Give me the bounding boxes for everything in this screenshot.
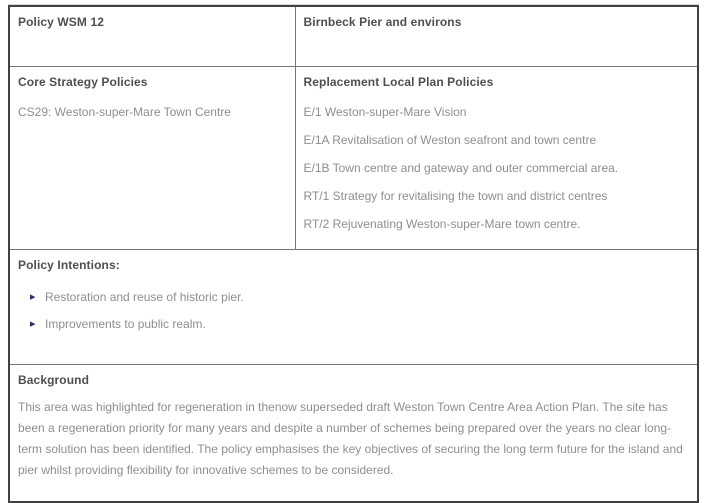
core-strategy-policies-heading: Core Strategy Policies	[18, 74, 148, 89]
replacement-policy-item: RT/1 Strategy for revitalising the town and district centres	[303, 188, 608, 203]
policies-row	[9, 66, 698, 249]
background-cell	[9, 364, 698, 502]
policy-name-cell	[295, 6, 698, 66]
bullet-triangle-icon: ▸	[30, 317, 36, 330]
list-item	[30, 315, 688, 333]
replacement-policy-item: E/1A Revitalisation of Weston seafront and town centre	[303, 132, 597, 147]
policy-code: Policy WSM 12	[18, 15, 104, 29]
bullet-triangle-icon: ▸	[30, 290, 36, 303]
policy-title-row	[9, 6, 698, 66]
list-item	[30, 288, 688, 306]
policy-name: Birnbeck Pier and environs	[303, 15, 462, 29]
core-strategy-policy-item: CS29: Weston-super-Mare Town Centre	[18, 104, 231, 119]
replacement-policy-item: E/1 Weston-super-Mare Vision	[303, 104, 467, 119]
policy-intention-text: Improvements to public realm.	[45, 316, 206, 331]
background-text: This area was highlighted for regeneration in thenow superseded draft Weston Town Centre Area Action Plan. The site has been a regeneration priority for many years and despite a number of schemes being prepared over the years no clear long-term solution has been identified. The policy emphasises the key objectives of securing the long term future for the island and pier whilst providing flexibility for innovative schemes to be considered.	[18, 399, 683, 477]
background-row	[9, 364, 698, 502]
background-heading: Background	[18, 372, 90, 387]
replacement-policy-item: RT/2 Rejuvenating Weston-super-Mare town centre.	[303, 216, 581, 231]
policy-intentions-cell	[9, 249, 698, 364]
replacement-policy-item: E/1B Town centre and gateway and outer commercial area.	[303, 160, 619, 175]
policy-intentions-row	[9, 249, 698, 364]
replacement-local-plan-policies-heading: Replacement Local Plan Policies	[303, 74, 494, 89]
policy-intention-text: Restoration and reuse of historic pier.	[45, 289, 244, 304]
core-strategy-policies-cell	[9, 66, 295, 249]
policy-intentions-heading: Policy Intentions:	[18, 257, 120, 272]
policy-table	[8, 5, 699, 503]
policy-intentions-list	[18, 288, 688, 333]
policy-code-cell	[9, 6, 295, 66]
replacement-local-plan-policies-cell	[295, 66, 698, 249]
